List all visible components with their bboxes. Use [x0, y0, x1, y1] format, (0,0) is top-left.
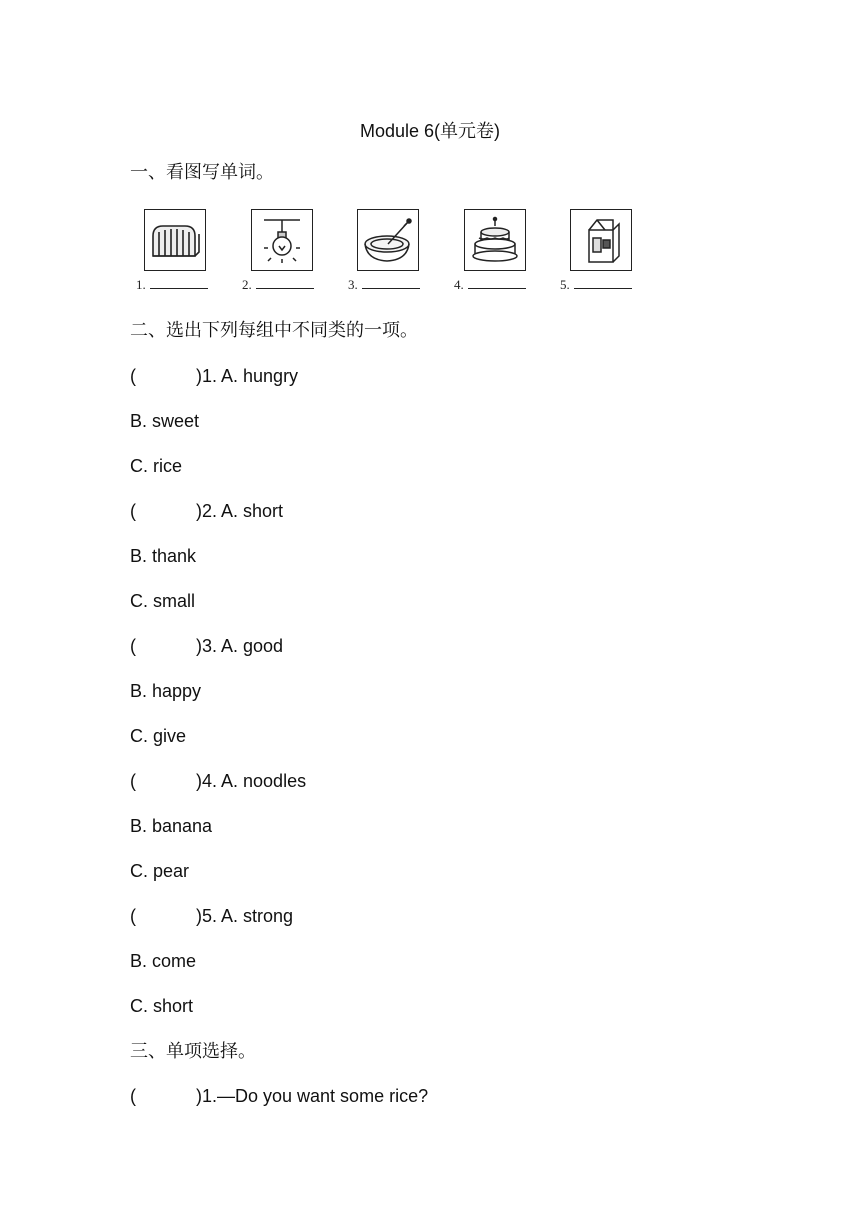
- option-b: B. come: [130, 951, 197, 971]
- bread-icon: [145, 210, 205, 270]
- picture-row: [130, 209, 650, 301]
- option-c: C. small: [130, 591, 196, 611]
- option-c: C. rice: [130, 456, 183, 476]
- option-c: C. short: [130, 996, 194, 1016]
- lightbulb-icon: [252, 210, 312, 270]
- cake-icon: [465, 210, 525, 270]
- caption-2: 2.: [242, 277, 314, 293]
- option-b: B. banana: [130, 816, 213, 836]
- answer-blank-5[interactable]: [574, 278, 632, 289]
- picture-box-3: [357, 209, 419, 271]
- picture-box-4: [464, 209, 526, 271]
- answer-blank-2[interactable]: [256, 278, 314, 289]
- section1-heading: 一、看图写单词。: [130, 162, 274, 182]
- answer-blank-4[interactable]: [468, 278, 526, 289]
- answer-blank-3[interactable]: [362, 278, 420, 289]
- question-5: ( )5. A. strong: [130, 906, 294, 926]
- option-b: B. happy: [130, 681, 202, 701]
- caption-3: 3.: [348, 277, 420, 293]
- answer-blank-1[interactable]: [150, 278, 208, 289]
- question-1: ( )1. A. hungry: [130, 366, 299, 386]
- option-b: B. sweet: [130, 411, 200, 431]
- caption-4: 4.: [454, 277, 526, 293]
- noodles-bowl-icon: [358, 210, 418, 270]
- caption-1: 1.: [136, 277, 208, 293]
- option-b: B. thank: [130, 546, 197, 566]
- caption-5: 5.: [560, 277, 632, 293]
- question-4: ( )4. A. noodles: [130, 771, 307, 791]
- picture-box-1: [144, 209, 206, 271]
- choice-question-1: ( )1.—Do you want some rice?: [130, 1086, 429, 1106]
- picture-box-5: [570, 209, 632, 271]
- milk-carton-icon: [571, 210, 631, 270]
- question-2: ( )2. A. short: [130, 501, 284, 521]
- page-title: Module 6(单元卷): [359, 121, 501, 141]
- option-c: C. give: [130, 726, 187, 746]
- section3-heading: 三、单项选择。: [130, 1041, 256, 1061]
- picture-box-2: [251, 209, 313, 271]
- question-3: ( )3. A. good: [130, 636, 284, 656]
- section2-heading: 二、选出下列每组中不同类的一项。: [130, 320, 418, 340]
- option-c: C. pear: [130, 861, 190, 881]
